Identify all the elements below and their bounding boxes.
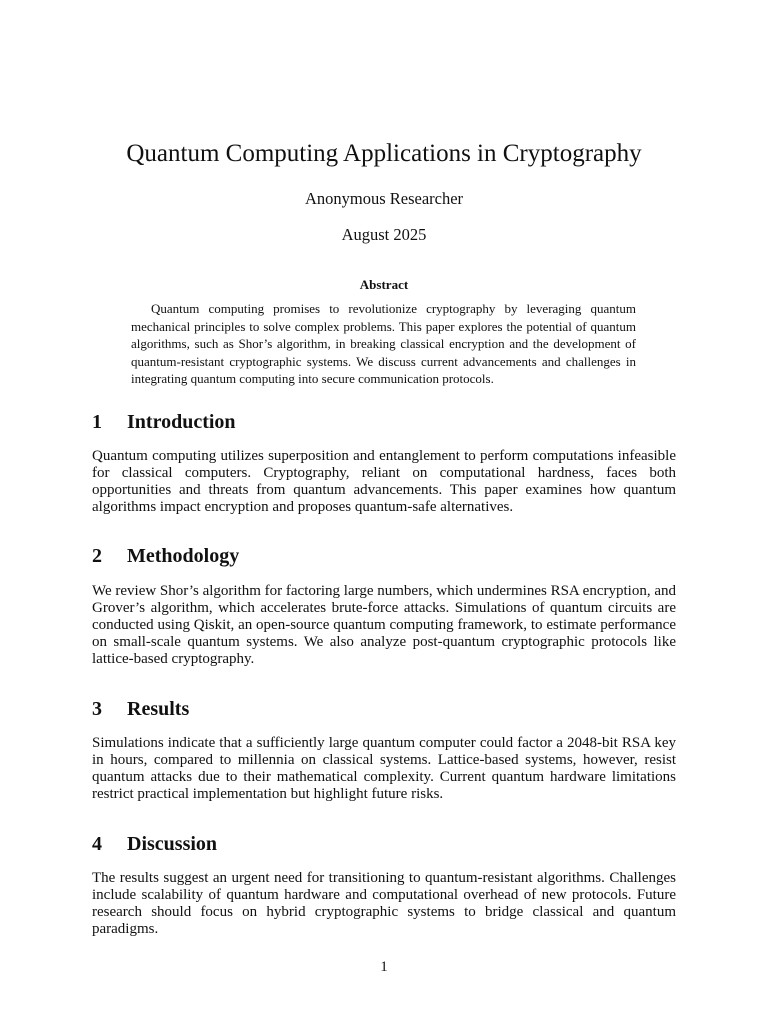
- section-title: Results: [127, 698, 190, 720]
- section-number: 1: [92, 411, 102, 433]
- section-text-introduction: Quantum computing utilizes superposition and entanglement to perform computations infeasible for classical computers. Cryptography, reliant on computational hardness, faces both opportunities and threats from quantum advancements. This paper examines how quantum algorithms impact encryption and proposes quantum-safe alternatives.: [92, 448, 676, 515]
- publication-date: August 2025: [341, 225, 427, 244]
- section-text-methodology: We review Shor’s algorithm for factoring large numbers, which undermines RSA encryption, and Grover’s algorithm, which accelerates brute-force attacks. Simulations of quantum circuits are conducted using Qiskit, an open-source quantum computing framework, to estimate performance on small-scale quantum systems. We also analyze post-quantum cryptographic protocols like lattice-based cryptography.: [92, 583, 676, 667]
- section-number: 4: [92, 833, 102, 855]
- section-number: 2: [92, 545, 102, 567]
- section-heading-discussion: [92, 830, 692, 858]
- section-title: Introduction: [127, 411, 236, 433]
- section-heading-results: [92, 695, 692, 723]
- author-name: Anonymous Researcher: [304, 189, 464, 208]
- section-heading-methodology: [92, 542, 692, 570]
- section-text-discussion: The results suggest an urgent need for transitioning to quantum-resistant algorithms. Challenges include scalability of quantum hardware and computational overhead of new protocols. Future research should focus on hybrid cryptographic systems to bridge classical and quantum paradigms.: [92, 870, 676, 937]
- section-number: 3: [92, 698, 102, 720]
- section-title: Discussion: [127, 833, 218, 855]
- page-number: 1: [380, 959, 388, 975]
- section-text-results: Simulations indicate that a sufficiently large quantum computer could factor a 2048-bit RSA key in hours, compared to millennia on classical systems. Lattice-based systems, however, resist quantum attacks due to their mathematical complexity. Current quantum hardware limitations restrict practical implementation but highlight future risks.: [92, 735, 676, 802]
- abstract-text: Quantum computing promises to revolutionize cryptography by leveraging quantum mechanical principles to solve complex problems. This paper explores the potential of quantum algorithms, such as Shor’s algorithm, in breaking classical encryption and the development of quantum-resistant cryptographic systems. We discuss current advancements and challenges in integrating quantum computing into secure communication protocols.: [131, 301, 636, 386]
- paper-title: Quantum Computing Applications in Cryptography: [126, 140, 642, 167]
- section-title: Methodology: [127, 545, 240, 567]
- abstract-heading: Abstract: [359, 277, 409, 292]
- section-heading-introduction: [92, 408, 692, 436]
